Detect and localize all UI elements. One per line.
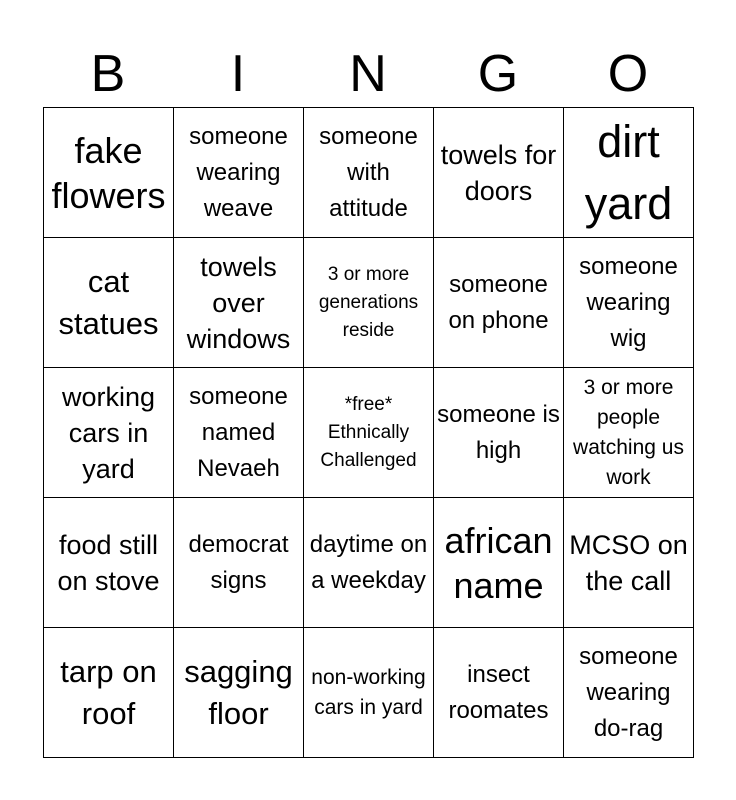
cell-text: dirt yard: [584, 115, 673, 229]
bingo-cell[interactable]: [564, 368, 694, 498]
bingo-cell[interactable]: [434, 628, 564, 758]
bingo-cell[interactable]: [174, 498, 304, 628]
cell-text: tarp on roof: [60, 653, 157, 731]
bingo-cell[interactable]: [564, 108, 694, 238]
grid-row: [44, 108, 694, 238]
bingo-cell[interactable]: [44, 238, 174, 368]
grid-row: [44, 238, 694, 368]
bingo-cell[interactable]: [304, 238, 434, 368]
cell-text: someone with attitude: [319, 122, 418, 222]
cell-text: someone wearing do-rag: [579, 642, 678, 742]
cell-text: *free* Ethnically Challenged: [320, 393, 417, 471]
header-letter-o: O: [607, 45, 649, 103]
cell-text: insect roomates: [448, 660, 549, 724]
bingo-cell[interactable]: [304, 628, 434, 758]
cell-text: sagging floor: [184, 653, 293, 731]
cell-text: towels for doors: [440, 139, 557, 206]
cell-text: working cars in yard: [61, 381, 156, 484]
cell-text: someone on phone: [448, 270, 549, 334]
cell-text: someone named Nevaeh: [189, 382, 288, 482]
cell-text: someone wearing weave: [189, 122, 288, 222]
bingo-cell[interactable]: [44, 498, 174, 628]
bingo-cell[interactable]: [174, 108, 304, 238]
header-letter-b: B: [90, 45, 126, 103]
cell-text: towels over windows: [186, 251, 291, 354]
bingo-cell[interactable]: [434, 238, 564, 368]
cell-text: someone wearing wig: [579, 252, 678, 352]
header-letter-i: I: [230, 45, 246, 103]
bingo-cell[interactable]: [174, 238, 304, 368]
cell-text: fake flowers: [51, 129, 166, 216]
bingo-cell[interactable]: [304, 108, 434, 238]
bingo-cell[interactable]: [174, 628, 304, 758]
cell-text: african name: [444, 519, 553, 606]
cell-text: daytime on a weekday: [309, 530, 428, 594]
bingo-cell[interactable]: [564, 628, 694, 758]
bingo-cell[interactable]: [304, 498, 434, 628]
bingo-header: [43, 42, 693, 106]
bingo-grid: [43, 107, 694, 758]
cell-text: 3 or more generations reside: [318, 263, 419, 341]
bingo-cell[interactable]: [304, 368, 434, 498]
grid-row: [44, 628, 694, 758]
cell-text: cat statues: [58, 263, 159, 341]
header-letter-n: N: [349, 45, 387, 103]
cell-text: democrat signs: [188, 530, 289, 594]
cell-text: someone is high: [437, 400, 560, 464]
bingo-cell[interactable]: [564, 498, 694, 628]
bingo-cell[interactable]: [434, 368, 564, 498]
grid-row: [44, 498, 694, 628]
bingo-cell[interactable]: [44, 368, 174, 498]
bingo-cell[interactable]: [434, 498, 564, 628]
header-letter-g: G: [477, 45, 519, 103]
bingo-cell[interactable]: [564, 238, 694, 368]
cell-text: non-working cars in yard: [311, 665, 426, 719]
cell-text: MCSO on the call: [569, 529, 688, 596]
cell-text: 3 or more people watching us work: [573, 375, 684, 489]
cell-text: food still on stove: [57, 529, 160, 596]
bingo-cell[interactable]: [44, 628, 174, 758]
bingo-cell[interactable]: [174, 368, 304, 498]
grid-row: [44, 368, 694, 498]
bingo-cell[interactable]: [44, 108, 174, 238]
bingo-cell[interactable]: [434, 108, 564, 238]
